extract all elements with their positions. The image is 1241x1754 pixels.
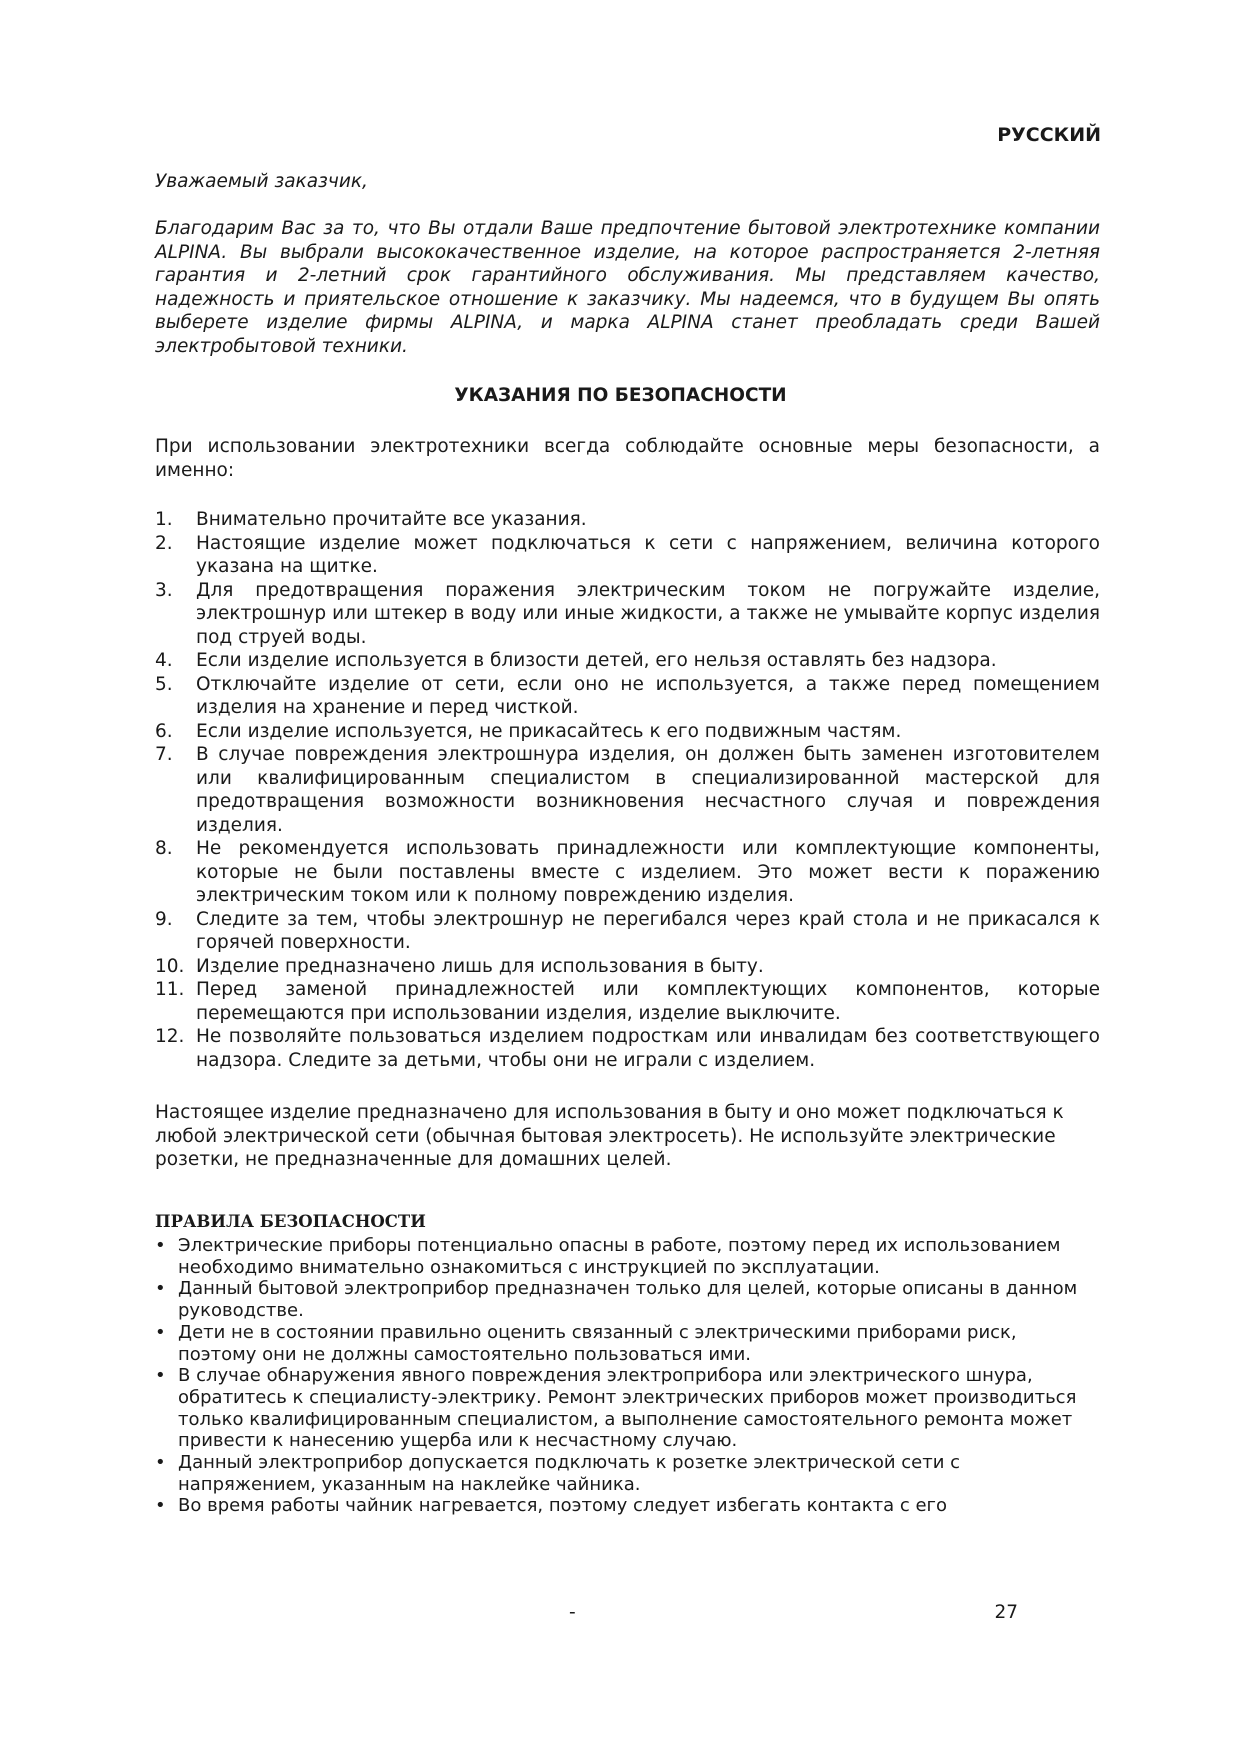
closing-paragraph: Настоящее изделие предназначено для использования в быту и оно может подключаться к любой электрической сети (обычная бытовая электросеть). Не используйте электрические розетки, не предназначенные для домашних целей. [155,1102,1064,1170]
list-item [155,955,1100,979]
item-text: Перед заменой принадлежностей или комплектующих компонентов, которые перемещаются при использовании изделия, изделие выключите. [196,979,1100,1024]
bullet-icon: • [155,1321,166,1343]
item-text: Не рекомендуется использовать принадлежности или комплектующие компоненты, которые не были поставлены вместе с изделием. Это может вести к поражению электрическим током или к полному повреждению изделия. [196,838,1100,906]
item-text: Настоящие изделие может подключаться к сети с напряжением, величина которого указана на щитке. [196,532,1100,577]
bullet-icon: • [155,1278,166,1300]
rule-text: Данный электроприбор допускается подключать к розетке электрической сети с напряжением, указанным на наклейке чайника. [178,1452,961,1495]
list-item [155,1025,1100,1072]
language-label: РУССКИЙ [997,124,1101,146]
list-item [155,1235,1095,1278]
item-text: Внимательно прочитайте все указания. [196,509,587,530]
list-item [155,720,1100,744]
safety-rules-list [155,1235,1095,1517]
rule-text: В случае обнаружения явного повреждения электроприбора или электрического шнура, обратитесь к специалисту-электрику. Ремонт электрических приборов может производиться только квалифицированным специалистом, а выполнение самостоятельного ремонта может привести к нанесению ущерба или к несчастному случаю. [178,1365,1077,1452]
list-item [155,673,1100,720]
item-number: 3. [155,579,173,601]
list-item [155,978,1100,1025]
item-number: 7. [155,744,173,765]
safety-instructions-heading: УКАЗАНИЯ ПО БЕЗОПАСНОСТИ [454,385,787,406]
list-item [155,1322,1095,1365]
item-number: 8. [155,838,173,859]
item-text: Для предотвращения поражения электрическим током не погружайте изделие, электрошнур или штекер в воду или иные жидкости, а также не умывайте корпус изделия под струей воды. [196,579,1100,648]
list-item [155,1365,1095,1452]
item-number: 6. [155,720,173,742]
item-text: Следите за тем, чтобы электрошнур не перегибался через край стола и не прикасался к горячей поверхности. [196,908,1100,953]
item-number: 10. [155,955,185,977]
list-item [155,837,1100,908]
item-text: Если изделие используется в близости детей, его нельзя оставлять без надзора. [196,650,997,671]
item-text: Если изделие используется, не прикасайтесь к его подвижным частям. [196,720,902,742]
rule-text: Электрические приборы потенциально опасны в работе, поэтому перед их использованием необходимо внимательно ознакомиться с инструкцией по эксплуатации. [178,1235,1061,1278]
item-number: 5. [155,673,173,695]
item-number: 2. [155,532,173,554]
bullet-icon: • [155,1452,166,1474]
list-item [155,532,1100,579]
bullet-icon: • [155,1495,166,1517]
list-item [155,649,1100,673]
item-text: Отключайте изделие от сети, если оно не используется, а также перед помещением изделия на хранение и перед чисткой. [196,673,1100,718]
item-text: В случае повреждения электрошнура изделия, он должен быть заменен изготовителем или квалифицированным специалистом в специализированной мастерской для предотвращения возможности возникновения несчастного случая и повреждения изделия. [196,744,1100,836]
rule-text: Данный бытовой электроприбор предназначен только для целей, которые описаны в данном руководстве. [178,1278,1078,1322]
rule-text: Дети не в состоянии правильно оценить связанный с электрическими приборами риск, поэтому они не должны самостоятельно пользоваться ими. [178,1321,1017,1365]
item-number: 9. [155,908,173,930]
item-number: 12. [155,1026,185,1047]
list-item [155,908,1100,955]
item-number: 1. [155,509,173,530]
list-item [155,1452,1095,1495]
list-item [155,743,1100,837]
safety-instructions-list [155,508,1100,1072]
footer-dash: - [569,1602,576,1623]
safety-rules-heading: ПРАВИЛА БЕЗОПАСНОСТИ [155,1212,426,1231]
list-item [155,508,1100,532]
safety-lead-paragraph: При использовании электротехники всегда соблюдайте основные меры безопасности, а именно: [155,436,1100,481]
bullet-icon: • [155,1235,166,1256]
list-item [155,1278,1095,1321]
intro-paragraph: Благодарим Вас за то, что Вы отдали Ваше предпочтение бытовой электротехнике компании ALPINA. Вы выбрали высококачественное изделие, на которое распространяется 2-летняя гарантия и 2-летний срок гарантийного обслуживания. Мы представляем качество, надежность и приятельское отношение к заказчику. Мы надеемся, что в будущем Вы опять выберете изделие фирмы ALPINA, и марка ALPINA станет преобладать среди Вашей электробытовой техники. [155,218,1100,357]
page-number: 27 [994,1602,1018,1623]
rule-text: Во время работы чайник нагревается, поэтому следует избегать контакта с его [178,1495,948,1517]
salutation: Уважаемый заказчик, [155,171,368,192]
item-number: 11. [155,979,185,1000]
item-text: Не позволяйте пользоваться изделием подросткам или инвалидам без соответствующего надзора. Следите за детьми, чтобы они не играли с изделием. [196,1026,1100,1071]
list-item [155,1495,1095,1517]
item-text: Изделие предназначено лишь для использования в быту. [196,955,764,977]
bullet-icon: • [155,1365,166,1387]
item-number: 4. [155,650,173,671]
list-item [155,579,1100,650]
